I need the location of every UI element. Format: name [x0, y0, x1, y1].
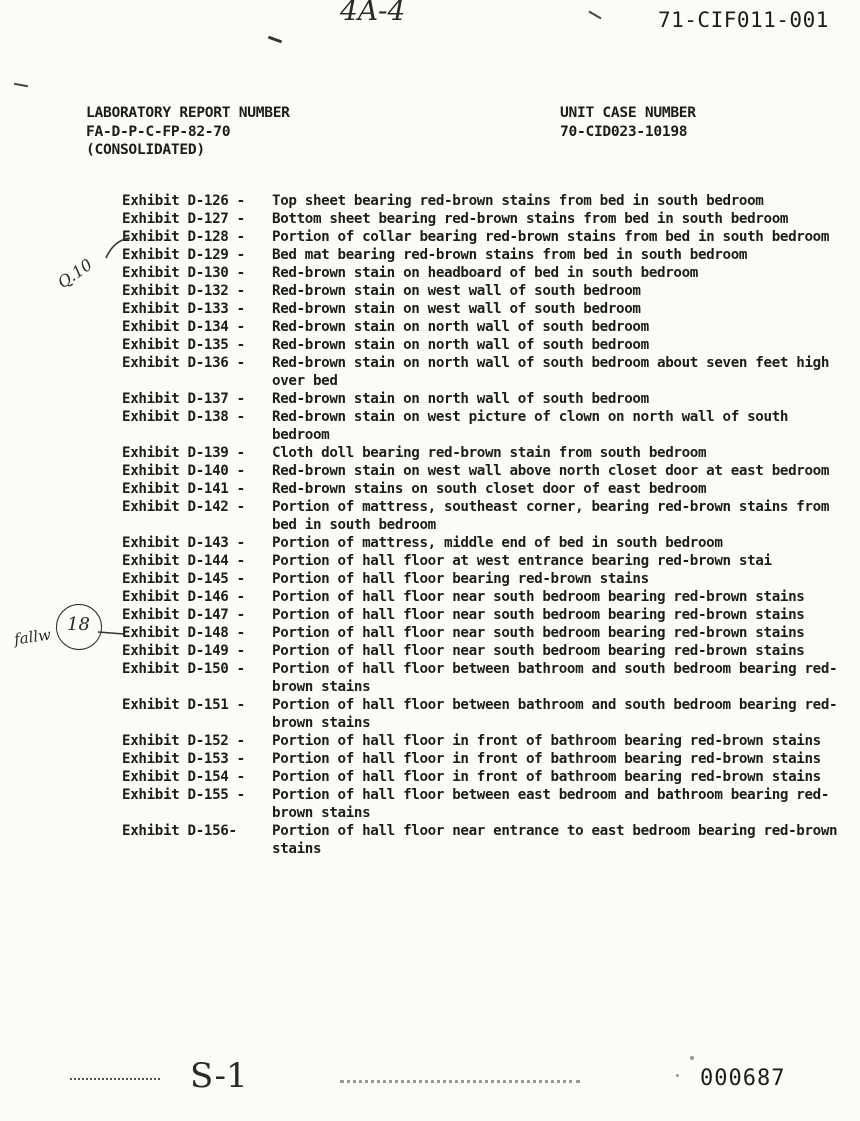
lab-report-note: (CONSOLIDATED): [86, 141, 205, 158]
exhibit-list: [122, 192, 852, 858]
exhibit-description: Red-brown stain on west picture of clown on north wall of south bedroom: [272, 409, 789, 443]
exhibit-id: Exhibit D-135 -: [122, 337, 245, 353]
exhibit-description: Red-brown stain on north wall of south bedroom about seven feet high over bed: [272, 355, 830, 389]
exhibit-id: Exhibit D-151 -: [122, 697, 245, 713]
bottom-stamp-number: 000687: [700, 1066, 786, 1091]
exhibit-description: Portion of hall floor near south bedroom bearing red-brown stains: [272, 625, 805, 641]
exhibit-id: Exhibit D-146 -: [122, 589, 245, 605]
exhibit-description: Bed mat bearing red-brown stains from bed in south bedroom: [272, 247, 748, 263]
exhibit-row: [122, 408, 852, 444]
exhibit-row: [122, 192, 852, 210]
pointer-line: [98, 626, 126, 638]
margin-note-fallw: fallw: [12, 625, 53, 649]
top-right-number: 71-CIF011-001: [658, 8, 829, 32]
exhibit-description: Top sheet bearing red-brown stains from bed in south bedroom: [272, 193, 764, 209]
exhibit-description: Portion of hall floor near south bedroom bearing red-brown stains: [272, 643, 805, 659]
exhibit-id: Exhibit D-129 -: [122, 247, 245, 263]
ink-smudge: [690, 1056, 694, 1060]
lab-report-number: FA-D-P-C-FP-82-70: [86, 122, 231, 140]
exhibit-row: [122, 246, 852, 264]
exhibit-id: Exhibit D-140 -: [122, 463, 245, 479]
unit-case-number: 70-CID023-10198: [560, 122, 688, 140]
exhibit-id: Exhibit D-127 -: [122, 211, 245, 227]
exhibit-description: Portion of mattress, southeast corner, bearing red-brown stains from bed in south bedroom: [272, 499, 830, 533]
exhibit-row: [122, 534, 852, 552]
exhibit-description: Portion of hall floor in front of bathroom bearing red-brown stains: [272, 733, 821, 749]
exhibit-row: [122, 750, 852, 768]
exhibit-id: Exhibit D-154 -: [122, 769, 245, 785]
exhibit-row: [122, 210, 852, 228]
exhibit-id: Exhibit D-152 -: [122, 733, 245, 749]
exhibit-id: Exhibit D-143 -: [122, 535, 245, 551]
circled-number-annotation: [56, 604, 102, 650]
exhibit-row: [122, 300, 852, 318]
exhibit-row: [122, 570, 852, 588]
exhibit-row: [122, 660, 852, 696]
exhibit-id: Exhibit D-132 -: [122, 283, 245, 299]
exhibit-id: Exhibit D-156-: [122, 823, 237, 839]
exhibit-description: Portion of collar bearing red-brown stains from bed in south bedroom: [272, 229, 830, 245]
exhibit-id: Exhibit D-153 -: [122, 751, 245, 767]
exhibit-row: [122, 552, 852, 570]
exhibit-row: [122, 228, 852, 246]
exhibit-id: Exhibit D-126 -: [122, 193, 245, 209]
exhibit-description: Portion of hall floor at west entrance bearing red-brown stai: [272, 553, 772, 569]
bottom-handwritten-s1: S-1: [190, 1056, 248, 1096]
exhibit-id: Exhibit D-149 -: [122, 643, 245, 659]
exhibit-row: [122, 606, 852, 624]
exhibit-row: [122, 282, 852, 300]
exhibit-row: [122, 642, 852, 660]
exhibit-row: [122, 462, 852, 480]
exhibit-description: Portion of mattress, middle end of bed in south bedroom: [272, 535, 723, 551]
exhibit-description: Red-brown stain on north wall of south bedroom: [272, 319, 649, 335]
exhibit-id: Exhibit D-128 -: [122, 229, 245, 245]
exhibit-id: Exhibit D-134 -: [122, 319, 245, 335]
exhibit-id: Exhibit D-136 -: [122, 355, 245, 371]
header-left: [86, 104, 290, 160]
exhibit-description: Portion of hall floor between bathroom and south bedroom bearing red-brown stains: [272, 697, 838, 731]
exhibit-id: Exhibit D-133 -: [122, 301, 245, 317]
stray-mark: [14, 83, 28, 87]
exhibit-id: Exhibit D-141 -: [122, 481, 245, 497]
pencil-stroke-mark: [104, 232, 134, 262]
exhibit-row: [122, 480, 852, 498]
exhibit-id: Exhibit D-155 -: [122, 787, 245, 803]
footer-faded-text: [340, 1080, 580, 1093]
exhibit-row: [122, 390, 852, 408]
exhibit-description: Portion of hall floor in front of bathroom bearing red-brown stains: [272, 769, 821, 785]
margin-note-q10: Q.10: [53, 254, 96, 293]
exhibit-description: Red-brown stain on headboard of bed in south bedroom: [272, 265, 698, 281]
exhibit-id: Exhibit D-139 -: [122, 445, 245, 461]
exhibit-description: Red-brown stain on north wall of south bedroom: [272, 391, 649, 407]
footer-dots: [70, 1078, 160, 1082]
exhibit-description: Portion of hall floor between east bedroom and bathroom bearing red-brown stains: [272, 787, 830, 821]
exhibit-description: Red-brown stain on west wall of south bedroom: [272, 301, 641, 317]
lab-report-label: LABORATORY REPORT NUMBER: [86, 104, 290, 121]
exhibit-description: Red-brown stain on north wall of south bedroom: [272, 337, 649, 353]
exhibit-id: Exhibit D-147 -: [122, 607, 245, 623]
exhibit-description: Portion of hall floor in front of bathroom bearing red-brown stains: [272, 751, 821, 767]
exhibit-description: Red-brown stain on west wall of south bedroom: [272, 283, 641, 299]
circled-number: 18: [67, 614, 90, 635]
unit-case-label: UNIT CASE NUMBER: [560, 104, 696, 121]
exhibit-id: Exhibit D-130 -: [122, 265, 245, 281]
exhibit-id: Exhibit D-138 -: [122, 409, 245, 425]
exhibit-description: Portion of hall floor near entrance to east bedroom bearing red-brown stains: [272, 823, 838, 857]
ink-smudge: [676, 1074, 679, 1077]
exhibit-description: Red-brown stains on south closet door of east bedroom: [272, 481, 707, 497]
exhibit-id: Exhibit D-145 -: [122, 571, 245, 587]
stray-mark: [268, 36, 282, 44]
exhibit-description: Red-brown stain on west wall above north closet door at east bedroom: [272, 463, 830, 479]
exhibit-id: Exhibit D-144 -: [122, 553, 245, 569]
exhibit-row: [122, 624, 852, 642]
exhibit-description: Cloth doll bearing red-brown stain from south bedroom: [272, 445, 707, 461]
exhibit-description: Portion of hall floor between bathroom and south bedroom bearing red-brown stains: [272, 661, 838, 695]
exhibit-description: Portion of hall floor bearing red-brown stains: [272, 571, 649, 587]
exhibit-description: Portion of hall floor near south bedroom bearing red-brown stains: [272, 607, 805, 623]
exhibit-id: Exhibit D-142 -: [122, 499, 245, 515]
exhibit-row: [122, 732, 852, 750]
exhibit-id: Exhibit D-137 -: [122, 391, 245, 407]
exhibit-row: [122, 336, 852, 354]
exhibit-row: [122, 768, 852, 786]
exhibit-description: Bottom sheet bearing red-brown stains from bed in south bedroom: [272, 211, 789, 227]
exhibit-id: Exhibit D-148 -: [122, 625, 245, 641]
exhibit-row: [122, 444, 852, 462]
exhibit-row: [122, 588, 852, 606]
exhibit-id: Exhibit D-150 -: [122, 661, 245, 677]
stray-mark: [588, 11, 601, 20]
exhibit-row: [122, 264, 852, 282]
header-right: [560, 104, 696, 141]
exhibit-row: [122, 498, 852, 534]
top-handwritten-note: 4A-4: [340, 0, 406, 27]
exhibit-row: [122, 822, 852, 858]
exhibit-row: [122, 696, 852, 732]
exhibit-row: [122, 354, 852, 390]
exhibit-description: Portion of hall floor near south bedroom bearing red-brown stains: [272, 589, 805, 605]
exhibit-row: [122, 318, 852, 336]
exhibit-row: [122, 786, 852, 822]
